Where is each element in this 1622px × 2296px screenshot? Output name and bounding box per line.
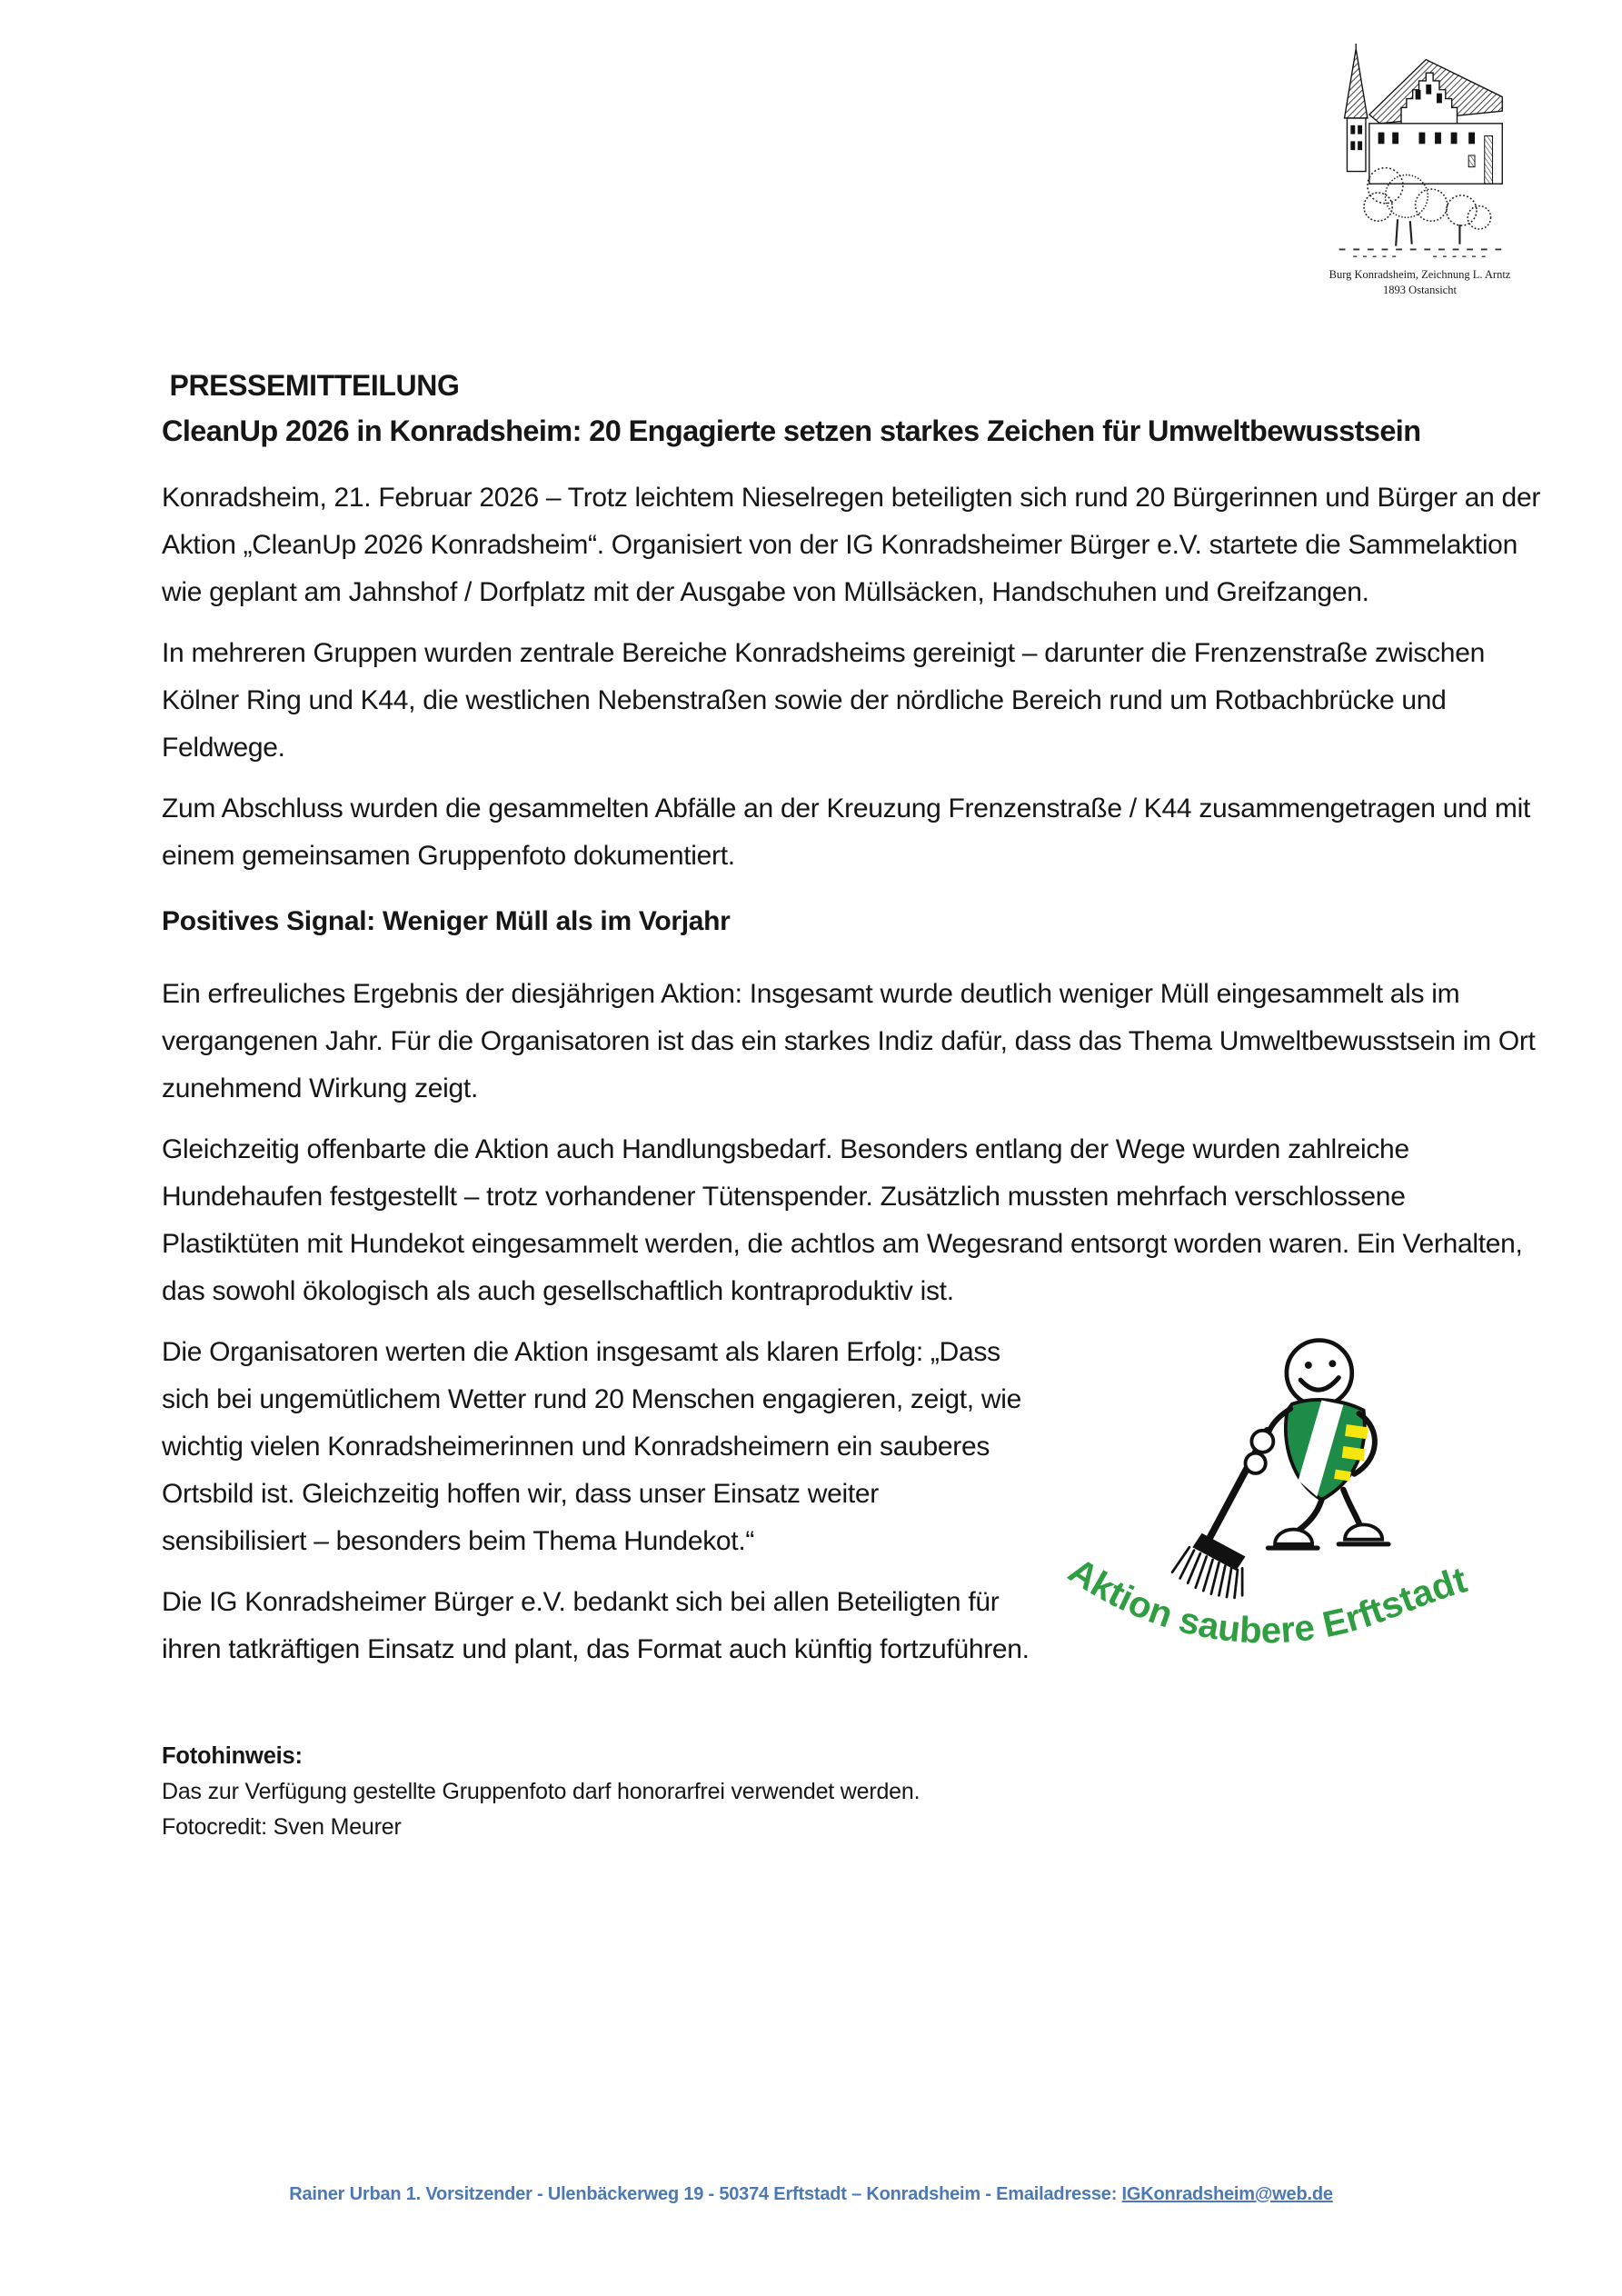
section-heading: Positives Signal: Weniger Müll als im Vorjahr bbox=[162, 906, 731, 936]
headline: CleanUp 2026 in Konradsheim: 20 Engagierte setzen starkes Zeichen für Umweltbewusstsein bbox=[162, 414, 1421, 447]
paragraph-dateline: Konradsheim, 21. Februar 2026 – Trotz leichtem Nieselregen beteiligten sich rund 20 Bürgerinnen und Bürger an der Aktion „CleanUp 2026 Konradsheim“. Organisiert von der IG Konradsheimer Bürger e.V. startete die Sammelaktion wie geplant am Jahnshof / Dorfplatz mit der Ausgabe von Müllsäcken, Handschuhen und Greifzangen. bbox=[162, 483, 1541, 607]
paragraph: Zum Abschluss wurden die gesammelten Abfälle an der Kreuzung Frenzenstraße / K44 zusammengetragen und mit einem gemeinsamen Gruppenfoto dokumentiert. bbox=[162, 794, 1530, 871]
paragraph: Gleichzeitig offenbarte die Aktion auch Handlungsbedarf. Besonders entlang der Wege wurden zahlreiche Hundehaufen festgestellt – trotz vorhandener Tütenspender. Zusätzlich mussten mehrfach verschlossene Plastiktüten mit Hundekot eingesammelt werden, die achtlos am Wegesrand entsorgt worden waren. Ein Verhalten, das sowohl ökologisch als auch gesellschaftlich kontraproduktiv ist. bbox=[162, 1134, 1523, 1306]
cleanup-mascot-icon bbox=[1059, 1333, 1557, 1667]
castle-etching-icon bbox=[1327, 44, 1513, 265]
cleanup-logo bbox=[1051, 1333, 1549, 1694]
footer-email-link[interactable]: IGKonradsheim@web.de bbox=[1121, 2184, 1333, 2204]
paragraph-quote: Die Organisatoren werten die Aktion insgesamt als klaren Erfolg: „Dass sich bei ungemütlichem Wetter rund 20 Menschen engagieren, zeigt, wie wichtig vielen Konradsheimerinnen und Konradsheimern ein sauberes Ortsbild ist. Gleichzeitig hoffen wir, dass unser Einsatz weiter sensibilisiert – besonders beim Thema Hundekot.“ bbox=[162, 1337, 1021, 1556]
footer-contact-text: Rainer Urban 1. Vorsitzender - Ulenbäckerweg 19 - 50374 Erftstadt – Konradsheim - Emailadresse: bbox=[289, 2184, 1122, 2204]
masthead-logo bbox=[1322, 44, 1518, 298]
footer bbox=[0, 2184, 1622, 2205]
cleanup-logo-slogan: Aktion saubere Erftstadt bbox=[1061, 1550, 1471, 1652]
photo-note-line: Das zur Verfügung gestellte Gruppenfoto darf honorarfrei verwendet werden. bbox=[162, 1779, 920, 1804]
kicker: PRESSEMITTEILUNG bbox=[162, 369, 460, 402]
masthead-caption bbox=[1322, 267, 1518, 298]
paragraph: Ein erfreuliches Ergebnis der diesjährigen Aktion: Insgesamt wurde deutlich weniger Müll eingesammelt als im vergangenen Jahr. Für die Organisatoren ist das ein starkes Indiz dafür, dass das Thema Umweltbewusstsein im Ort zunehmend Wirkung zeigt. bbox=[162, 979, 1536, 1103]
photo-note-line: Fotocredit: Sven Meurer bbox=[162, 1814, 402, 1840]
paragraph: In mehreren Gruppen wurden zentrale Bereiche Konradsheims gereinigt – darunter die Frenzenstraße zwischen Kölner Ring und K44, die westlichen Nebenstraßen sowie der nördliche Bereich rund um Rotbachbrücke und Feldwege. bbox=[162, 638, 1485, 763]
photo-note-label: Fotohinweis: bbox=[162, 1743, 303, 1769]
paragraph-closing: Die IG Konradsheimer Bürger e.V. bedankt sich bei allen Beteiligten für ihren tatkräftigen Einsatz und plant, das Format auch künftig fortzuführen. bbox=[162, 1587, 1030, 1664]
photo-note bbox=[162, 1739, 1549, 1845]
masthead-caption-line2: 1893 Ostansicht bbox=[1383, 283, 1457, 296]
masthead-caption-line1: Burg Konradsheim, Zeichnung L. Arntz bbox=[1328, 268, 1511, 281]
document-body bbox=[162, 364, 1549, 1845]
